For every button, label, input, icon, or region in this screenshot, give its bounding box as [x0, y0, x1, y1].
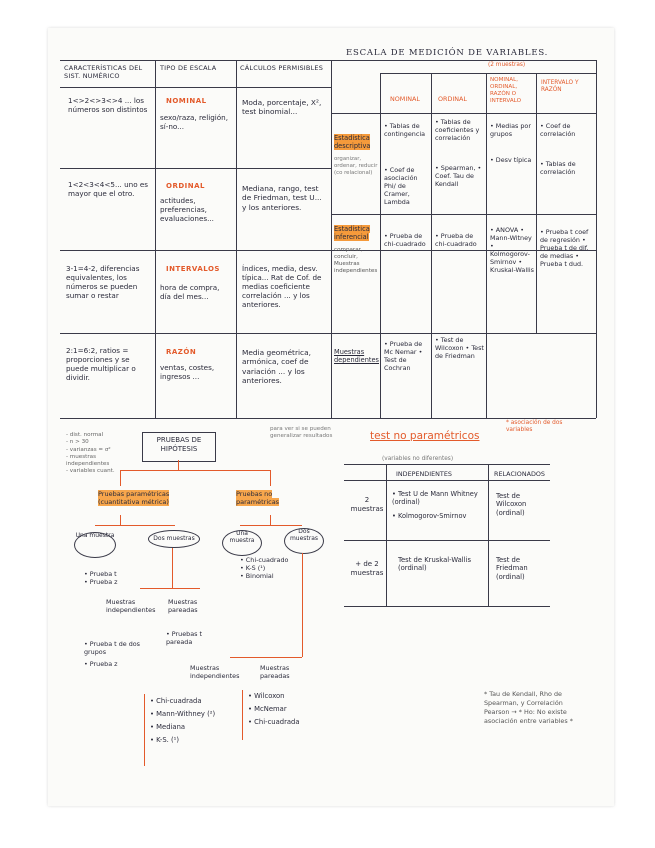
row-tipo-ejemplo: hora de compra, día del mes... — [160, 283, 220, 301]
row-note: organizar, ordenar, reducir (co relacional) — [334, 156, 378, 176]
connector — [178, 460, 179, 470]
rule — [344, 606, 550, 607]
item: • Chi-cuadrado — [240, 556, 289, 564]
row-tipo-ejemplo: sexo/raza, religión, sí-no... — [160, 113, 229, 131]
item: • Prueba z — [84, 660, 118, 668]
item: • Mediana — [150, 722, 186, 731]
connector — [270, 470, 271, 486]
row-tipo: RAZÓN — [166, 348, 197, 356]
rule — [536, 73, 537, 333]
item: • Wilcoxon — [248, 692, 285, 700]
label-highlight: Estadística inferencial — [334, 225, 370, 242]
table3-title: test no paramétricos — [370, 430, 480, 442]
rule — [236, 60, 237, 418]
row-tipo: NOMINAL — [166, 97, 207, 105]
cell: • Coef de correlación — [540, 122, 576, 138]
row-calculos: Índices, media, desv. típica... Rat de Cof. de medias coeficiente correlación ... y los anteriores. — [242, 264, 322, 309]
row-label-dependientes: Muestras dependientes — [334, 348, 379, 365]
rule — [60, 87, 332, 88]
item: • Chi-cuadrada — [248, 717, 300, 726]
cell: • Desv típica — [490, 156, 532, 164]
connector — [120, 515, 121, 525]
np-una-list — [240, 556, 288, 580]
row-note: comparar, concluir, Muestras independientes — [334, 247, 378, 274]
cell: Test de Friedman (ordinal) — [496, 556, 528, 581]
np-indep-list — [150, 695, 240, 747]
note: - muestras independientes — [66, 453, 110, 468]
param-highlight: Pruebas paramétricas (cuantitativa métrica) — [98, 490, 170, 507]
cell: • Test de Wilcoxon • Test de Friedman — [435, 336, 484, 360]
rule — [380, 73, 381, 418]
connector — [120, 470, 270, 471]
row-calculos: Mediana, rango, test de Friedman, test U... y los anteriores. — [242, 184, 322, 212]
cell: Test de Kruskal-Wallis (ordinal) — [398, 556, 472, 573]
rule — [344, 464, 550, 465]
cell: • Tablas de contingencia — [384, 122, 426, 138]
item: • Chi-cuadrada — [150, 697, 202, 705]
row-caract: 3-1=4-2, diferencias equivalentes, los números se pueden sumar o restar — [66, 264, 140, 300]
np-par-header: Muestras pareadas — [260, 664, 290, 680]
table2-title: ESCALA DE MEDICIÓN DE VARIABLES. — [346, 48, 549, 58]
connector — [302, 553, 303, 657]
row-label: 2 muestras — [350, 496, 384, 513]
col-independientes: INDEPENDIENTES — [396, 470, 452, 478]
row-calculos: Moda, porcentaje, X², test binomial... — [242, 98, 322, 117]
dos-muestras-bubble: Dos muestras — [148, 530, 200, 548]
row-tipo-ejemplo: ventas, costes, ingresos ... — [160, 363, 215, 381]
una-muestra-np-bubble: Una muestra — [222, 530, 262, 556]
item: • Binomial — [240, 572, 274, 580]
rule — [60, 60, 596, 61]
rule — [488, 464, 489, 606]
item: • K-S. (¹) — [150, 735, 180, 744]
header-caracteristicas: CARACTERÍSTICAS DEL SIST. NUMÉRICO — [64, 64, 143, 81]
col-ordinal: ORDINAL — [438, 95, 467, 103]
bracket — [242, 690, 243, 740]
una-muestra-bubble: Una muestra — [74, 532, 116, 558]
row-tipo-ejemplo: actitudes, preferencias, evaluaciones... — [160, 196, 214, 223]
item: • Mann-Withney (²) — [150, 709, 216, 718]
rule — [331, 214, 596, 215]
connector — [140, 588, 200, 589]
row-label: + de 2 muestras — [350, 560, 384, 577]
root-label: PRUEBAS DE HIPÓTESIS — [156, 436, 202, 453]
item: • McNemar — [248, 704, 287, 713]
connector — [95, 525, 175, 526]
rule — [344, 540, 550, 541]
footnote: * Tau de Kendall, Rho de Spearman, y Correlación Pearson → * Ho: No existe asociación entre variables * — [484, 690, 573, 725]
item: • Kolmogorov-Smirnov — [392, 512, 467, 521]
cell: • Tablas de correlación — [540, 160, 576, 176]
row-label-inferencial — [334, 225, 379, 241]
col-mixed: NOMINAL, ORDINAL, RAZÓN O INTERVALO — [490, 77, 521, 104]
table3-note: (variables no diferentes) — [382, 456, 454, 462]
row-tipo: ORDINAL — [166, 182, 205, 190]
rule — [331, 113, 596, 114]
row-caract: 1<2<3<4<5... uno es mayor que el otro. — [68, 180, 149, 198]
p-par-list — [166, 630, 216, 646]
connector — [270, 515, 271, 525]
noparam-highlight: Pruebas no paramétricas — [236, 490, 280, 507]
np-indep-header: Muestras independientes — [190, 664, 240, 680]
cell: • Prueba de chi-cuadrado — [384, 232, 426, 248]
cell: • Prueba de Mc Nemar • Test de Cochran — [384, 340, 423, 372]
connector — [230, 657, 302, 658]
cell: • Prueba t coef de regresión • Prueba t de dif. de medias • Prueba t dud. — [540, 228, 589, 268]
rule — [431, 73, 432, 418]
noparam-label — [236, 490, 306, 506]
col-relacionados: RELACIONADOS — [494, 470, 545, 478]
cell: Test de Wilcoxon (ordinal) — [496, 492, 527, 517]
bracket — [144, 694, 145, 766]
note-right: para ver si se pueden generalizar resultados — [270, 426, 333, 439]
cell: • Medias por grupos — [490, 122, 531, 138]
cell: • Prueba de chi-cuadrado — [435, 232, 477, 248]
rule — [596, 60, 597, 418]
rule — [386, 464, 387, 606]
connector — [120, 470, 121, 486]
note: - variables cuant. — [66, 468, 115, 475]
connector — [240, 525, 302, 526]
row-caract: 1<>2<>3<>4 ... los números son distintos — [68, 96, 148, 114]
rule — [486, 73, 487, 418]
header-tipo-escala: TIPO DE ESCALA — [160, 64, 217, 72]
label-highlight: Estadística descriptiva — [334, 134, 371, 151]
cell: • Spearman, • Coef. Tau de Kendall — [435, 164, 482, 188]
row-calculos: Media geométrica, armónica, coef de variación ... y los anteriores. — [242, 348, 311, 385]
m-indep-label: Muestras independientes — [106, 598, 156, 614]
row-tipo: INTERVALOS — [166, 265, 220, 273]
rule — [155, 60, 156, 418]
header-calculos: CÁLCULOS PERMISIBLES — [240, 64, 324, 72]
col-intervalo-razon: INTERVALO Y RAZÓN — [541, 80, 579, 94]
item: • Prueba t — [84, 570, 117, 578]
p-indep-list — [84, 640, 154, 668]
rule — [380, 73, 596, 74]
item: • K-S (¹) — [240, 564, 266, 572]
np-par-list — [248, 690, 318, 729]
item: • Pruebas t pareada — [166, 630, 202, 646]
connector — [172, 548, 173, 588]
note: - dist. normal — [66, 432, 104, 438]
rule — [60, 333, 596, 334]
item: • Prueba t de dos grupos — [84, 640, 141, 656]
row-label-descriptiva — [334, 134, 379, 150]
cell: • Coef de asociación Phi/ de Cramer, Lambda — [384, 166, 418, 206]
dos-muestras-np-bubble: Dos muestras — [284, 528, 324, 554]
rule — [60, 168, 332, 169]
row-caract: 2:1=6:2, ratios = proporciones y se puede multiplicar o dividir. — [66, 346, 136, 382]
m-par-label: Muestras pareadas — [168, 598, 198, 614]
param-label — [98, 490, 178, 506]
table3-side-note: * asociación de dos variables — [506, 420, 563, 434]
cell — [392, 490, 486, 521]
item: • Test U de Mann Whitney (ordinal) — [392, 490, 478, 507]
note: - varianzas = σ² — [66, 446, 111, 453]
p-una-list — [84, 570, 118, 586]
item: • Prueba z — [84, 578, 118, 586]
note: - n > 30 — [66, 439, 89, 446]
table2-note: (2 muestras) — [488, 62, 526, 68]
cell: • Tablas de coeficientes y correlación — [435, 118, 480, 142]
col-nominal: NOMINAL — [390, 95, 420, 103]
rule — [344, 480, 550, 481]
cell: • ANOVA • Mann-Witney • Kolmogorov-Smirnov • Kruskal-Wallis — [490, 226, 535, 274]
rule — [60, 418, 596, 419]
